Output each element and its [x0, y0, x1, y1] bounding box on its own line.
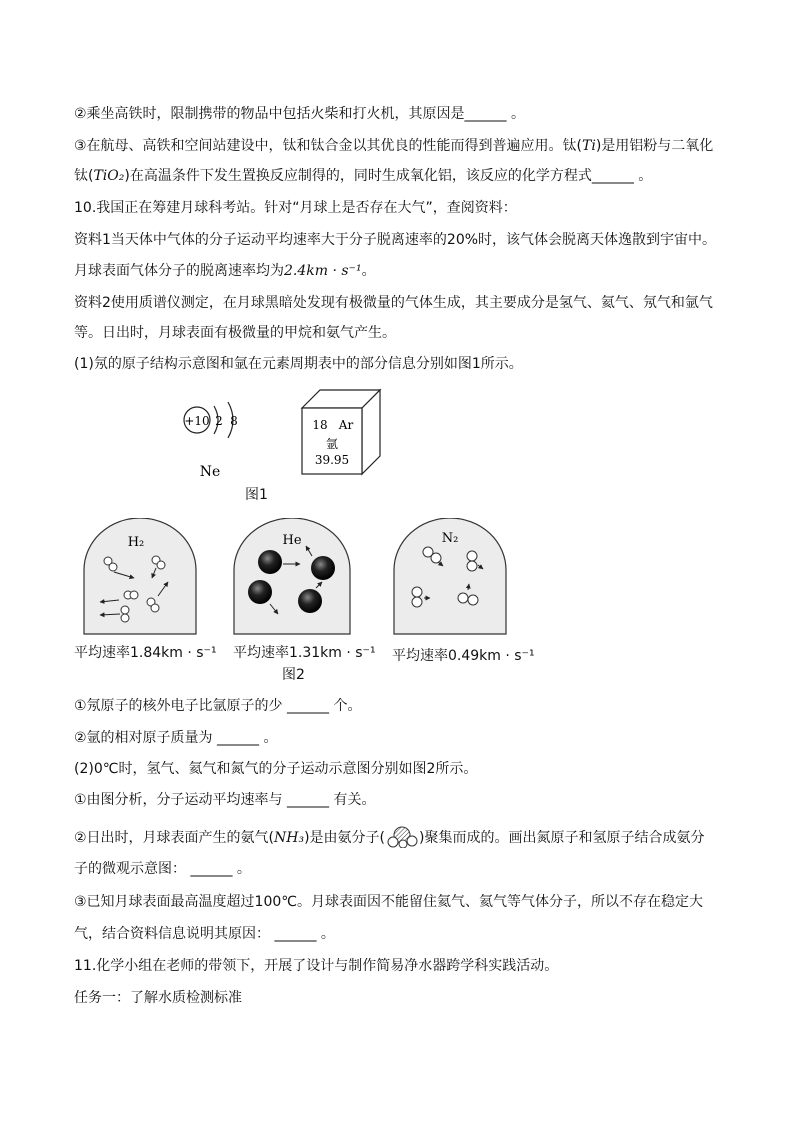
n2-label: N₂ [441, 531, 459, 546]
ref1-text: 月球表面气体分子的脱离速率均为 [74, 263, 284, 279]
ne-symbol: Ne [199, 464, 221, 480]
q10-2-3-line1: ③已知月球表面最高温度超过100℃。月球表面因不能留住氦气、氦气等气体分子，所以不存在稳定大 [74, 894, 703, 910]
q9-item3-line1 [74, 136, 713, 156]
ar-mass: 39.95 [314, 453, 350, 467]
h2-jar [84, 518, 196, 634]
q9-item3-text-d: )在高温条件下发生置换反应制得的，同时生成氧化铝，该反应的化学方程式______ 。 [124, 168, 653, 184]
q9-item2: ②乘坐高铁时，限制携带的物品中包括火柴和打火机，其原因是______ 。 [74, 106, 525, 122]
q10-2-2-text-b: )是由氨分子( [304, 830, 386, 846]
figure-1 [170, 388, 400, 500]
q10-2-2-text-a: ②日出时，月球表面产生的氨气( [74, 830, 275, 846]
ammonia-molecule-icon [385, 826, 419, 848]
q9-item3-text-c: 钛( [74, 168, 94, 184]
ar-symbol: Ar [338, 418, 354, 432]
h2-label: H₂ [127, 535, 145, 550]
he-speed-caption: 平均速率1.31km · s⁻¹ [233, 645, 376, 661]
q10-stem: 10.我国正在筹建月球科考站。针对“月球上是否存在大气”，查阅资料： [74, 200, 517, 216]
q10-2-1: ①由图分析，分子运动平均速率与 ______ 有关。 [74, 792, 376, 808]
q9-item3-line2 [74, 166, 652, 186]
q10-2-3-line2: 气，结合资料信息说明其原因： ______ 。 [74, 926, 335, 942]
q10-ref2-line1: 资料2使用质谱仪测定，在月球黑暗处发现有极微量的气体生成，其主要成分是氢气、氦气、氖气和氩气 [74, 295, 713, 311]
ref1-end: 。 [361, 263, 376, 279]
ti-symbol: Ti [582, 138, 596, 154]
q10-2-2-line1 [74, 826, 705, 848]
q10-part1: (1)氖的原子结构示意图和氩在元素周期表中的部分信息分别如图1所示。 [74, 356, 523, 372]
argon-element-cube [302, 390, 380, 474]
q10-part2: (2)0℃时，氢气、氦气和氮气的分子运动示意图分别如图2所示。 [74, 761, 478, 777]
q10-1-1: ①氖原子的核外电子比氩原子的少 ______ 个。 [74, 698, 362, 714]
escape-speed: 2.4km · s⁻¹ [284, 263, 362, 279]
q9-item3-text-b: )是用铝粉与二氧化 [595, 138, 714, 154]
n2-jar [394, 518, 506, 634]
n2-speed-caption: 平均速率0.49km · s⁻¹ [392, 648, 535, 664]
q10-2-2-line2: 子的微观示意图： ______ 。 [74, 861, 251, 877]
q9-item3-text-a: ③在航母、高铁和空间站建设中，钛和钛合金以其优良的性能而得到普遍应用。钛( [74, 138, 583, 154]
q10-ref1-line2 [74, 261, 376, 281]
q11-task1: 任务一：了解水质检测标准 [74, 990, 242, 1006]
he-label: He [282, 533, 302, 548]
figure-2 [70, 518, 540, 638]
q10-ref1-line1: 资料1当天体中气体的分子运动平均速率大于分子脱离速率的20%时，该气体会脱离天体逸散到宇宙中。 [74, 232, 717, 248]
ne-shell-1-count: 2 [215, 414, 223, 428]
ne-shell-2-count: 8 [230, 414, 238, 428]
q11-stem: 11.化学小组在老师的带领下，开展了设计与制作简易净水器跨学科实践活动。 [74, 958, 559, 974]
nh3-formula: NH₃ [274, 830, 305, 846]
figure-1-caption: 图1 [245, 487, 268, 503]
q10-ref2-line2: 等。日出时，月球表面有极微量的甲烷和氨气产生。 [74, 325, 396, 341]
ne-atom-diagram [184, 402, 238, 480]
he-jar [234, 518, 350, 634]
q10-1-2: ②氩的相对原子质量为 ______ 。 [74, 730, 278, 746]
ne-nucleus-charge: +10 [184, 414, 210, 428]
tio2-formula: TiO₂ [93, 168, 125, 184]
h2-speed-caption: 平均速率1.84km · s⁻¹ [74, 645, 217, 661]
ar-name: 氩 [325, 437, 339, 451]
ar-atomic-number: 18 [312, 418, 328, 432]
figure-2-caption: 图2 [282, 667, 305, 683]
q10-2-2-text-c: )聚集而成的。画出氮原子和氢原子结合成氨分 [419, 830, 705, 846]
